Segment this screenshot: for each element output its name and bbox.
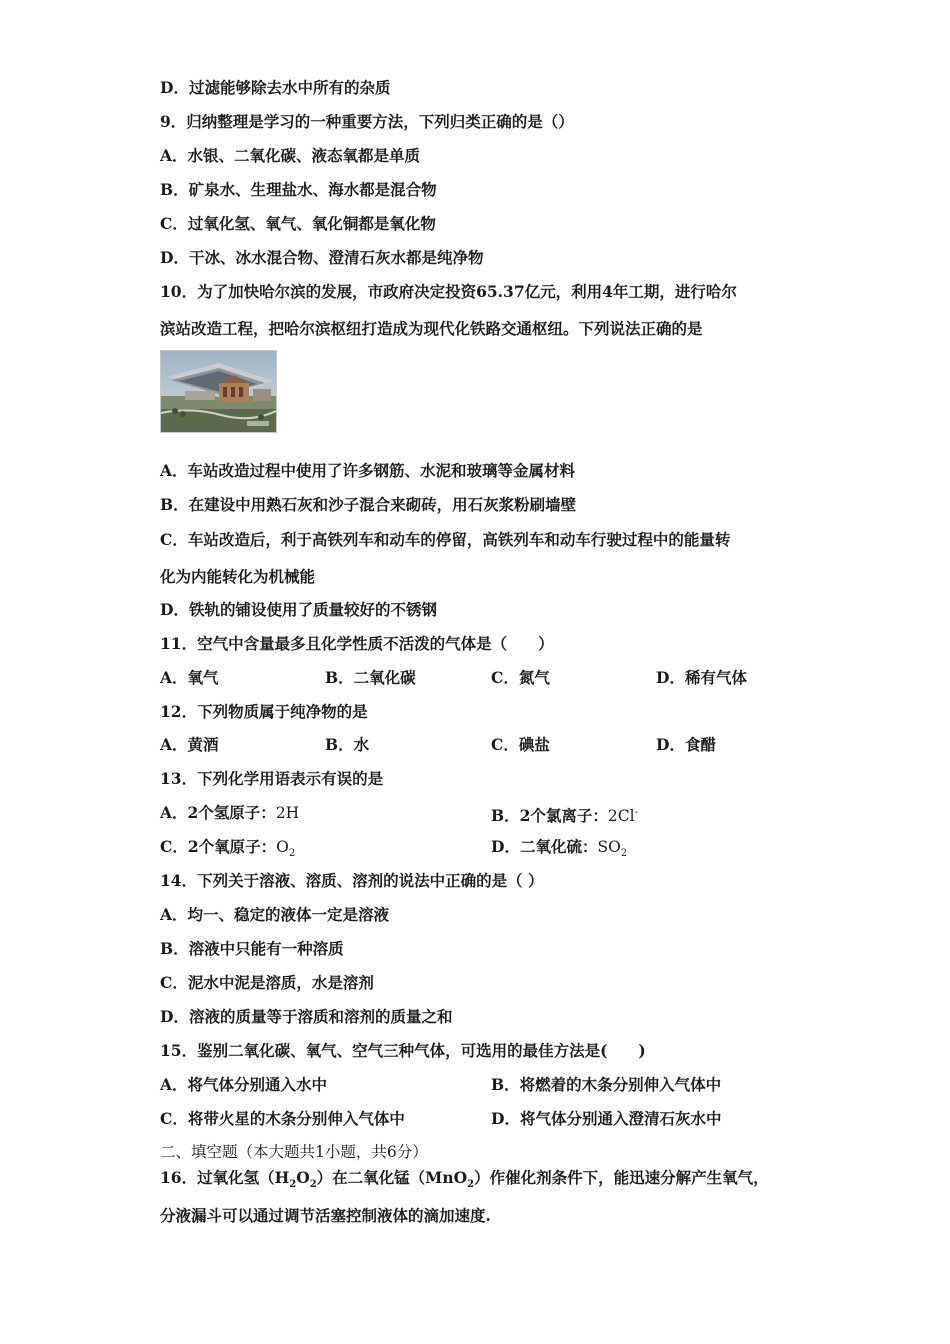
q12-option-a: A．黄酒 [160, 735, 219, 754]
q10-stem-line1: 10．为了加快哈尔滨的发展，市政府决定投资65.37亿元，利用4年工期，进行哈尔 [160, 282, 737, 301]
q16-stem-line2: 分液漏斗可以通过调节活塞控制液体的滴加速度. [160, 1206, 491, 1225]
q11-option-a: A．氧气 [160, 668, 219, 687]
q15-option-a: A．将气体分别通入水中 [160, 1075, 328, 1094]
q10-option-a: A．车站改造过程中使用了许多钢筋、水泥和玻璃等金属材料 [160, 461, 576, 480]
q10-option-c-line2: 化为内能转化为机械能 [160, 567, 316, 586]
q13-option-a: A．2个氢原子：2H [160, 803, 300, 822]
q13-option-c: C．2个氧原子：$O_2$ [160, 837, 296, 860]
q9-option-d: D．干冰、冰水混合物、澄清石灰水都是纯净物 [160, 248, 484, 267]
q15-stem: 15．鉴别二氧化碳、氧气、空气三种气体，可选用的最佳方法是( ) [160, 1041, 646, 1060]
q10-stem-line2: 滨站改造工程，把哈尔滨枢纽打造成为现代化铁路交通枢纽。下列说法正确的是 [160, 319, 703, 338]
q15-option-d: D．将气体分别通入澄清石灰水中 [491, 1109, 722, 1128]
q9-stem: 9．归纳整理是学习的一种重要方法，下列归类正确的是（） [160, 112, 574, 131]
q10-option-b: B．在建设中用熟石灰和沙子混合来砌砖，用石灰浆粉刷墙壁 [160, 495, 577, 514]
q9-option-a: A．水银、二氧化碳、液态氧都是单质 [160, 146, 421, 165]
q11-option-c: C．氮气 [491, 668, 550, 687]
q14-option-b: B．溶液中只能有一种溶质 [160, 939, 344, 958]
q11-stem: 11．空气中含量最多且化学性质不活泼的气体是（ ） [160, 634, 554, 653]
q10-option-d: D．铁轨的铺设使用了质量较好的不锈钢 [160, 600, 437, 619]
q15-option-b: B．将燃着的木条分别伸入气体中 [491, 1075, 722, 1094]
q11-option-b: B．二氧化碳 [325, 668, 416, 687]
q14-option-d: D．溶液的质量等于溶质和溶剂的质量之和 [160, 1007, 453, 1026]
q13-option-b: B．2个氯离子：2Cl- [491, 806, 638, 826]
q16-stem-line1: 16．过氧化氢$(H_2O_2)$在二氧化锰（MnO$_2$）作催化剂条件下，能迅速分解产生氧气， [160, 1168, 769, 1191]
q10-option-c-line1: C．车站改造后，利于高铁列车和动车的停留，高铁列车和动车行驶过程中的能量转 [160, 530, 731, 549]
q12-option-b: B．水 [325, 735, 370, 754]
q12-option-c: C．碘盐 [491, 735, 550, 754]
q13-stem: 13．下列化学用语表示有误的是 [160, 769, 384, 788]
q15-option-c: C．将带火星的木条分别伸入气体中 [160, 1109, 405, 1128]
q13-option-d: D．二氧化硫：$SO_2$ [491, 837, 628, 860]
q14-option-a: A．均一、稳定的液体一定是溶液 [160, 905, 390, 924]
q9-option-b: B．矿泉水、生理盐水、海水都是混合物 [160, 180, 437, 199]
q12-option-d: D．食醋 [656, 735, 716, 754]
q12-stem: 12．下列物质属于纯净物的是 [160, 702, 368, 721]
q8-option-d: D．过滤能够除去水中所有的杂质 [160, 78, 391, 97]
q14-option-c: C．泥水中泥是溶质，水是溶剂 [160, 973, 374, 992]
section-heading: 二、填空题（本大题共1小题，共6分） [160, 1143, 428, 1161]
q14-stem: 14．下列关于溶液、溶质、溶剂的说法中正确的是（ ） [160, 871, 544, 890]
q9-option-c: C．过氧化氢、氧气、氧化铜都是氧化物 [160, 214, 436, 233]
station-photo [160, 350, 277, 433]
q11-option-d: D．稀有气体 [656, 668, 747, 687]
